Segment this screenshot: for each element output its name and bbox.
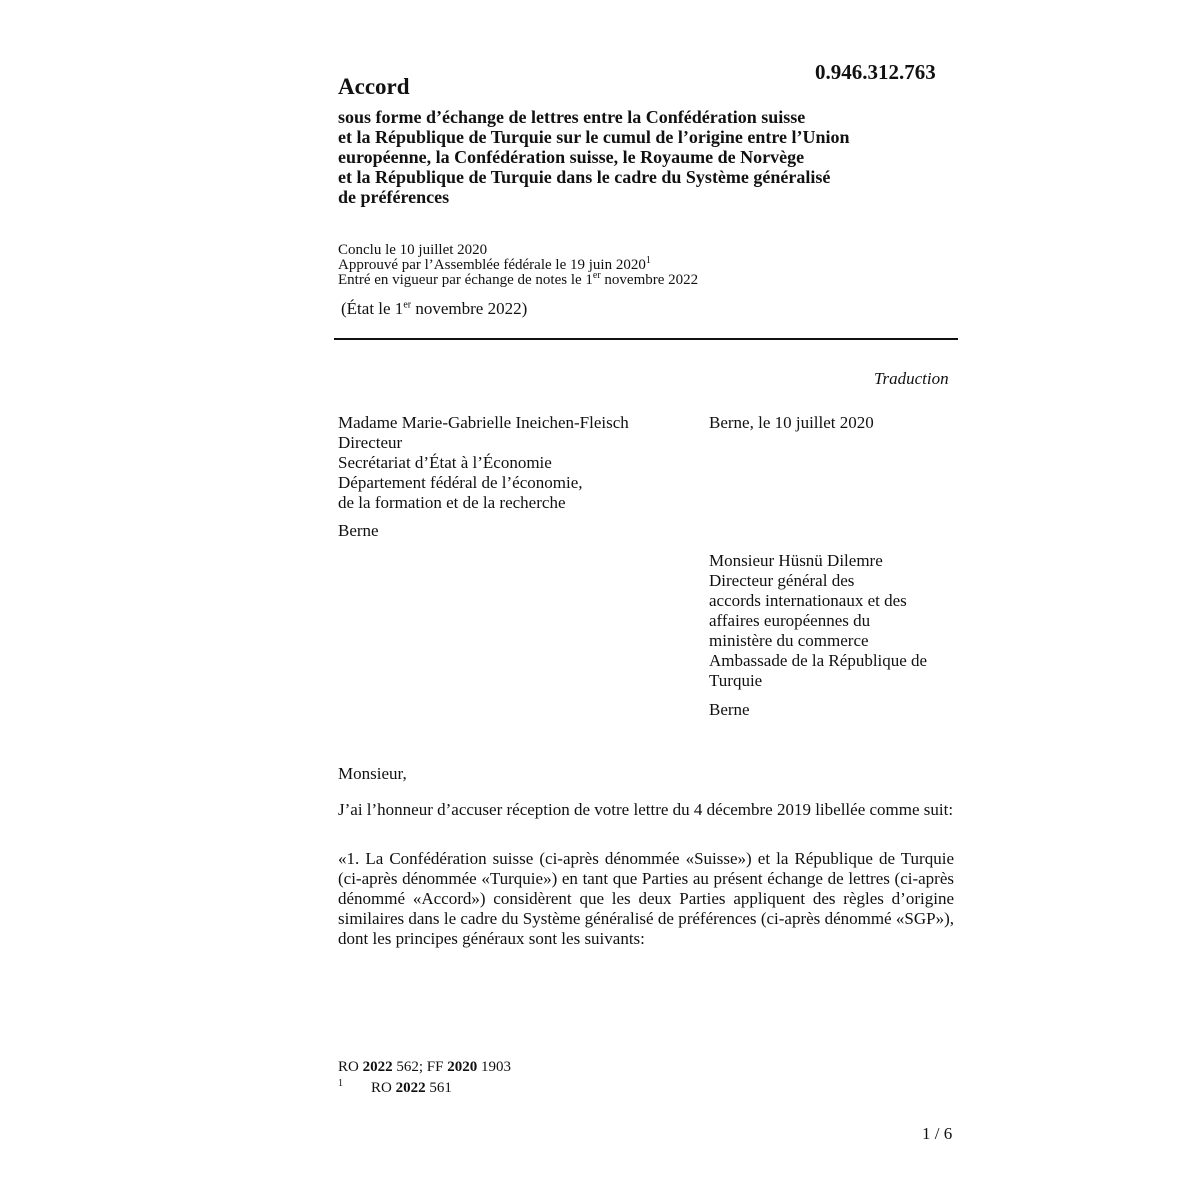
body-paragraph-1: J’ai l’honneur d’accuser réception de votre lettre du 4 décembre 2019 libellée comme suit: bbox=[338, 800, 954, 819]
recipient-line: Ambassade de la République de bbox=[709, 651, 928, 670]
sender-line: Département fédéral de l’économie, bbox=[338, 473, 583, 492]
publication-reference: RO 2022 562; FF 2020 1903 bbox=[338, 1059, 511, 1075]
recipient-line: Directeur général des bbox=[709, 571, 855, 590]
subtitle-line: européenne, la Confédération suisse, le Royaume de Norvège bbox=[338, 147, 805, 167]
approved-date: Approuvé par l’Assemblée fédérale le 19 juin 2020$^1$ bbox=[338, 255, 651, 273]
subtitle-line: de préférences bbox=[338, 187, 450, 207]
sender-line: de la formation et de la recherche bbox=[338, 493, 566, 512]
translation-label: Traduction bbox=[874, 369, 949, 388]
subtitle-line: sous forme d’échange de lettres entre la Confédération suisse bbox=[338, 107, 806, 127]
footnote-1: $^1$ RO 2022 561 bbox=[338, 1078, 452, 1096]
recipient-line: Turquie bbox=[709, 671, 763, 690]
concluded-date: Conclu le 10 juillet 2020 bbox=[338, 242, 488, 258]
sender-line: Madame Marie-Gabrielle Ineichen-Fleisch bbox=[338, 413, 629, 432]
state-date: (État le 1er novembre 2022) bbox=[341, 299, 528, 318]
page-number: 1 / 6 bbox=[922, 1124, 953, 1143]
recipient-line: ministère du commerce bbox=[709, 631, 869, 650]
subtitle-line: et la République de Turquie sur le cumul de l’origine entre l’Union bbox=[338, 127, 850, 147]
sender-address bbox=[338, 413, 629, 513]
recipient-line: affaires européennes du bbox=[709, 611, 871, 630]
footnote-ref-1[interactable]: 1 bbox=[645, 255, 651, 266]
document-title: Accord bbox=[338, 74, 410, 99]
recipient-line: Monsieur Hüsnü Dilemre bbox=[709, 551, 883, 570]
footnote-marker: 1 bbox=[338, 1078, 343, 1089]
subtitle-line: et la République de Turquie dans le cadre du Système généralisé bbox=[338, 167, 831, 187]
salutation: Monsieur, bbox=[338, 764, 407, 783]
body-paragraph-2: «1. La Confédération suisse (ci-après dénommée «Suisse») et la République de Turquie (ci-après dénommée «Turquie») en tant que Parties au présent échange de lettres (ci-après dénommé «Accord») considèrent que les deux Parties appliquent des règles d’origine similaires dans le cadre du Système généralisé de préférences (ci-après dénommé «SGP»), dont les principes généraux sont les suivants: bbox=[338, 849, 954, 948]
sender-line: Secrétariat d’État à l’Économie bbox=[338, 453, 552, 472]
sender-line: Directeur bbox=[338, 433, 403, 452]
entry-into-force: Entré en vigueur par échange de notes le 1er novembre 2022 bbox=[338, 270, 699, 288]
sr-number: 0.946.312.763 bbox=[815, 60, 936, 84]
sender-city: Berne bbox=[338, 521, 379, 540]
recipient-city: Berne bbox=[709, 700, 750, 719]
dates-block bbox=[338, 243, 698, 288]
place-date: Berne, le 10 juillet 2020 bbox=[709, 413, 874, 432]
header-divider bbox=[334, 338, 958, 340]
recipient-address bbox=[709, 551, 927, 691]
recipient-line: accords internationaux et des bbox=[709, 591, 907, 610]
document-subtitle bbox=[338, 107, 938, 207]
